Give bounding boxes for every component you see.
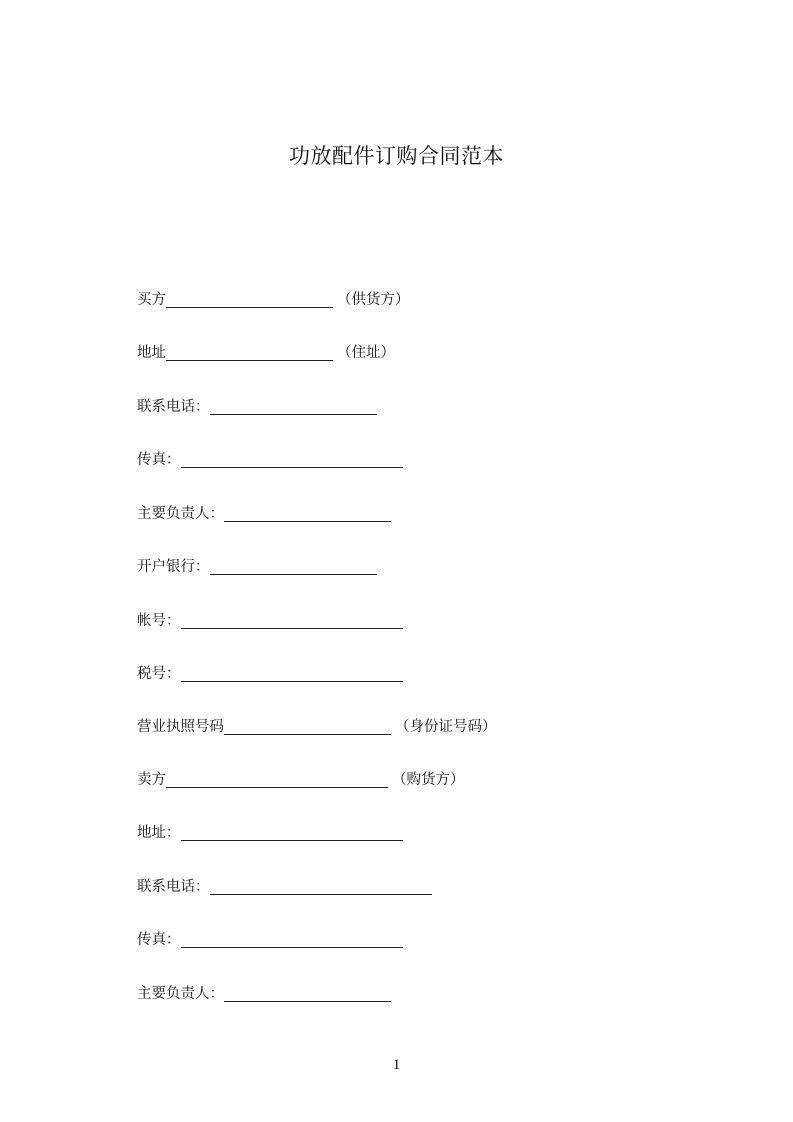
- business-license-field: [137, 716, 497, 738]
- buyer-tax-id-blank[interactable]: [181, 665, 403, 682]
- field-label: 地址: [137, 345, 166, 361]
- field-suffix: （购货方）: [392, 772, 465, 788]
- buyer-principal-blank[interactable]: [224, 505, 391, 522]
- buyer-account-blank[interactable]: [181, 612, 403, 629]
- seller-phone-blank[interactable]: [210, 878, 432, 895]
- buyer-fax-field: [137, 449, 403, 471]
- buyer-fax-blank[interactable]: [181, 451, 403, 468]
- field-label: 买方: [137, 292, 166, 308]
- field-label: 主要负责人：: [137, 506, 224, 522]
- buyer-bank-blank[interactable]: [210, 558, 377, 575]
- field-label: 联系电话：: [137, 399, 210, 415]
- field-label: 主要负责人：: [137, 986, 224, 1002]
- seller-phone-field: [137, 876, 432, 898]
- field-suffix: （供货方）: [337, 292, 410, 308]
- seller-fax-blank[interactable]: [181, 931, 403, 948]
- seller-principal-field: [137, 983, 391, 1005]
- buyer-tax-id-field: [137, 663, 403, 685]
- buyer-phone-blank[interactable]: [210, 398, 377, 415]
- seller-principal-blank[interactable]: [224, 985, 391, 1002]
- page-number: 1: [392, 1057, 401, 1073]
- buyer-principal-field: [137, 503, 391, 525]
- seller-field: [137, 769, 465, 791]
- field-label: 卖方: [137, 772, 166, 788]
- field-label: 营业执照号码: [137, 719, 224, 735]
- field-label: 传真：: [137, 452, 181, 468]
- seller-address-blank[interactable]: [181, 824, 403, 841]
- buyer-address-field: [137, 342, 395, 364]
- buyer-phone-field: [137, 396, 377, 418]
- buyer-account-field: [137, 610, 403, 632]
- field-label: 联系电话：: [137, 879, 210, 895]
- buyer-bank-field: [137, 556, 377, 578]
- seller-address-field: [137, 822, 403, 844]
- document-title: 功放配件订购合同范本: [289, 144, 504, 168]
- field-label: 税号：: [137, 666, 181, 682]
- business-license-blank[interactable]: [224, 718, 391, 735]
- buyer-blank[interactable]: [166, 291, 333, 308]
- field-label: 开户银行：: [137, 559, 210, 575]
- field-label: 帐号：: [137, 613, 181, 629]
- seller-fax-field: [137, 929, 403, 951]
- buyer-field: [137, 289, 410, 311]
- buyer-address-blank[interactable]: [166, 344, 333, 361]
- field-suffix: （住址）: [337, 345, 395, 361]
- seller-blank[interactable]: [166, 771, 388, 788]
- field-suffix: （身份证号码）: [395, 719, 497, 735]
- field-label: 地址：: [137, 825, 181, 841]
- field-label: 传真：: [137, 932, 181, 948]
